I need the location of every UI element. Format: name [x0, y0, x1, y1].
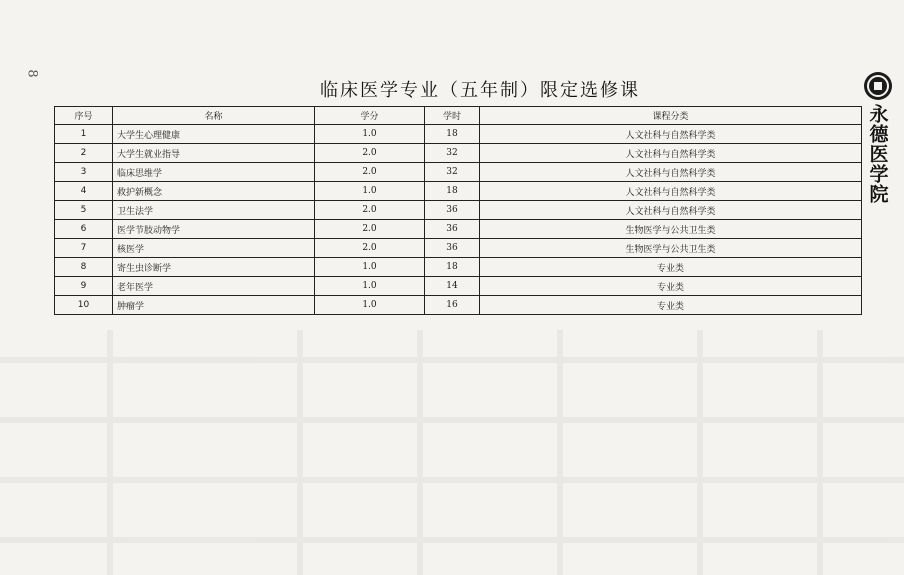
header-index: 序号 [55, 107, 113, 125]
seal-icon [864, 72, 892, 100]
logo-text: 永德医学院 [866, 104, 889, 204]
header-credit: 学分 [315, 107, 425, 125]
row-index: 1 [55, 125, 113, 144]
row-credit: 2.0 [315, 239, 425, 258]
row-index: 6 [55, 220, 113, 239]
row-index: 7 [55, 239, 113, 258]
page-title: 临床医学专业（五年制）限定选修课 [320, 80, 640, 101]
header-hours: 学时 [425, 107, 480, 125]
row-category: 人文社科与自然科学类 [480, 163, 862, 182]
row-hours: 36 [425, 220, 480, 239]
row-course-name: 卫生法学 [113, 201, 315, 220]
table-row [55, 125, 862, 144]
row-index: 9 [55, 277, 113, 296]
row-credit: 2.0 [315, 201, 425, 220]
table-row [55, 258, 862, 277]
row-course-name: 寄生虫诊断学 [113, 258, 315, 277]
row-course-name: 大学生心理健康 [113, 125, 315, 144]
row-category: 生物医学与公共卫生类 [480, 239, 862, 258]
row-category: 人文社科与自然科学类 [480, 201, 862, 220]
row-credit: 2.0 [315, 163, 425, 182]
table-row [55, 201, 862, 220]
page-number: 8 [24, 69, 40, 78]
row-index: 10 [55, 296, 113, 315]
row-hours: 36 [425, 201, 480, 220]
row-credit: 2.0 [315, 144, 425, 163]
table-row [55, 163, 862, 182]
row-hours: 16 [425, 296, 480, 315]
row-category: 专业类 [480, 258, 862, 277]
row-category: 人文社科与自然科学类 [480, 125, 862, 144]
row-category: 专业类 [480, 296, 862, 315]
header-category: 课程分类 [480, 107, 862, 125]
show-through-background [0, 330, 904, 575]
row-hours: 18 [425, 125, 480, 144]
row-credit: 2.0 [315, 220, 425, 239]
row-category: 专业类 [480, 277, 862, 296]
row-course-name: 核医学 [113, 239, 315, 258]
row-course-name: 肿瘤学 [113, 296, 315, 315]
table-row [55, 277, 862, 296]
row-credit: 1.0 [315, 277, 425, 296]
row-index: 3 [55, 163, 113, 182]
row-hours: 32 [425, 163, 480, 182]
row-course-name: 临床思维学 [113, 163, 315, 182]
elective-course-table [54, 106, 862, 315]
college-logo [860, 72, 896, 204]
row-course-name: 老年医学 [113, 277, 315, 296]
table-header-row [55, 107, 862, 125]
row-hours: 36 [425, 239, 480, 258]
row-hours: 32 [425, 144, 480, 163]
row-credit: 1.0 [315, 258, 425, 277]
row-category: 人文社科与自然科学类 [480, 144, 862, 163]
row-course-name: 救护新概念 [113, 182, 315, 201]
table-row [55, 296, 862, 315]
row-course-name: 医学节肢动物学 [113, 220, 315, 239]
row-index: 4 [55, 182, 113, 201]
row-category: 人文社科与自然科学类 [480, 182, 862, 201]
row-index: 8 [55, 258, 113, 277]
table-row [55, 220, 862, 239]
table-row [55, 239, 862, 258]
row-index: 5 [55, 201, 113, 220]
row-credit: 1.0 [315, 296, 425, 315]
row-credit: 1.0 [315, 125, 425, 144]
row-hours: 14 [425, 277, 480, 296]
table-row [55, 182, 862, 201]
row-hours: 18 [425, 258, 480, 277]
row-hours: 18 [425, 182, 480, 201]
row-index: 2 [55, 144, 113, 163]
header-name: 名称 [113, 107, 315, 125]
row-credit: 1.0 [315, 182, 425, 201]
table-row [55, 144, 862, 163]
row-course-name: 大学生就业指导 [113, 144, 315, 163]
row-category: 生物医学与公共卫生类 [480, 220, 862, 239]
